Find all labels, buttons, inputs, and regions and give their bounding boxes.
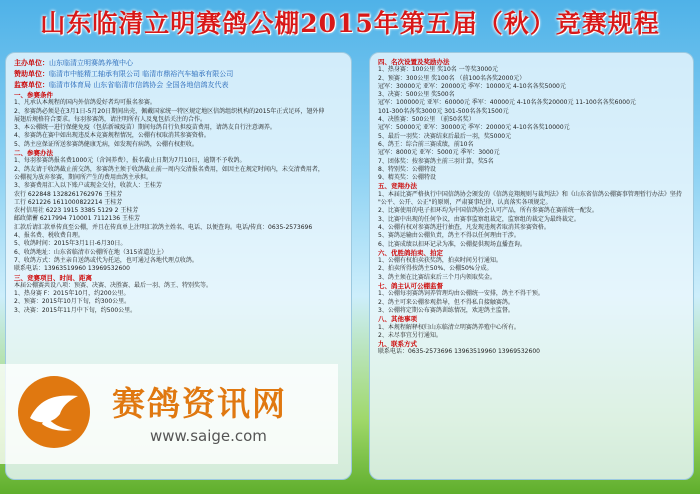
section-body bbox=[378, 257, 685, 282]
text-line: 2、未尽事宜另行通知。 bbox=[378, 331, 442, 339]
text-line: 3、比赛中出现的任何争议，由赛事监察组裁定，监察组的裁定为最终裁定。 bbox=[378, 215, 580, 223]
section-title: 二、参赛办法 bbox=[14, 149, 53, 158]
text-line: 6、鸽王：综合前三赛成绩，前10名 bbox=[378, 140, 474, 148]
text-line: "公平、公开、公正"的原则，严肃赛事纪律，认真落实各项规定。 bbox=[378, 199, 552, 207]
organizer-list bbox=[14, 58, 343, 91]
section-title: 四、名次设置及奖励办法 bbox=[378, 58, 450, 66]
text-line: 4、公棚有权对参赛鸽进行抽查，凡发现违规者取消其参赛资格。 bbox=[378, 223, 550, 231]
text-line: 1、每羽参赛鸽报名费1000元（含饲养费），报名截止日期为7月10日，逾期不予收鸽。 bbox=[14, 157, 246, 165]
watermark-url: www.saige.com bbox=[150, 427, 267, 445]
text-line: 5、最后一羽奖：决赛结束后最后一羽，奖5000元 bbox=[378, 132, 512, 140]
section-title: 六、优胜鸽拍卖、拍定 bbox=[378, 248, 443, 257]
text-line: 农行 622848 1328261762976 王桂芳 bbox=[14, 190, 123, 198]
text-line: 6、比赛成绩以扣环记录为准，公棚提供现场直播查询。 bbox=[378, 240, 526, 248]
page-title: 山东临清立明赛鸽公棚2015年第五届（秋）竞赛规程 bbox=[40, 9, 660, 38]
section-title: 一、参赛条件 bbox=[14, 91, 53, 99]
text-line: 101-300名各奖3000元 301-500名各奖1500元 bbox=[378, 107, 509, 115]
text-line: 3、决赛：2015年11月中下旬，约500公里。 bbox=[14, 306, 137, 314]
text-line: 7、收鸽方式：鸽主亲自送鸽或代为托运，也可通过各地代理点收鸽。 bbox=[14, 256, 198, 264]
text-line: 展翅后规格符合要求。每羽参赛鸽，请注明所有人及鬼包括关注的合作。 bbox=[14, 115, 207, 123]
text-line: 1、本规程解释权归山东临清立明赛鸽养殖中心所有。 bbox=[378, 323, 520, 331]
text-line: 4、参赛鸽在赛中如出现违反本竞赛规程情况，公棚有权取消其参赛资格。 bbox=[14, 132, 210, 140]
section-title: 九、联系方式 bbox=[378, 340, 417, 349]
text-line: 8、特别奖：公棚特设 bbox=[378, 165, 436, 173]
text-line: 本届公棚赛共设八项：预赛、决赛、决胜赛、最后一羽、鸽王、特别奖等。 bbox=[14, 281, 213, 289]
text-line: 5、收鸽时间：2015年3月1日-6月30日。 bbox=[14, 240, 127, 248]
site-watermark bbox=[0, 364, 338, 464]
text-line: 7、团体奖：按参赛鸽主前三羽计算，奖5名 bbox=[378, 157, 494, 165]
text-line: 3、决赛：500公里 奖500名 bbox=[378, 91, 455, 99]
section-title: 七、鸽主认可公棚监督 bbox=[378, 282, 443, 291]
right-panel bbox=[369, 52, 694, 480]
section-body bbox=[14, 282, 343, 315]
text-line: 6、收鸽地址：山东省临清市公棚所在地（315省道边上） bbox=[14, 248, 168, 256]
organizer-sponsor: 赞助单位：临清市中能精工轴承有限公司 临清市鼎裕汽车轴承有限公司 bbox=[14, 70, 234, 78]
section-title: 八、其他事项 bbox=[378, 315, 417, 324]
organizer-supervisor: 监察单位：临清市体育局 山东省临清市信鸽协会 全国各地信鸽友代表 bbox=[14, 81, 229, 89]
section-body bbox=[378, 191, 685, 249]
text-line: 1、公棚每羽赛鸽饲养管理均由公棚统一安排，鸽主不得干预。 bbox=[378, 290, 544, 298]
text-line: 9、精英奖：公棚特设 bbox=[378, 174, 436, 182]
pigeon-logo-icon bbox=[18, 376, 90, 448]
title-banner bbox=[0, 0, 700, 44]
section-body bbox=[14, 99, 343, 149]
text-line: 冠军：100000元 亚军：60000元 季军：40000元 4-10名各奖20000元 11-100名各奖6000元 bbox=[378, 99, 636, 107]
text-line: 邮政储蓄 6217994 710001 7112136 王桂芳 bbox=[14, 215, 140, 223]
section-title: 三、竞赛项目、时间、距离 bbox=[14, 273, 92, 282]
section-body bbox=[378, 290, 685, 315]
watermark-site-name: 赛鸽资讯网 bbox=[112, 384, 287, 423]
text-line: 3、公棚将定期公布赛鸽训练情况，欢迎鸽主监督。 bbox=[378, 306, 514, 314]
text-line: 2、鸽主可来公棚参观指导，但不得私自接触赛鸽。 bbox=[378, 298, 514, 306]
text-line: 冠军：50000元 亚军：30000元 季军：20000元 4-10名各奖10000元 bbox=[378, 124, 570, 132]
text-line: 冠军：30000元 亚军：20000元 季军：10000元 4-10名各奖5000元 bbox=[378, 82, 566, 90]
section-title: 五、竞翔办法 bbox=[378, 182, 417, 191]
text-line: 2、预赛：300公里 奖100名 （前100名各奖2000元） bbox=[378, 74, 526, 82]
text-line: 5、鸽主应保证所送参赛鸽健康无病，如发现有病鸽，公棚有权拒收。 bbox=[14, 140, 198, 148]
text-line: 5、赛鸽运输由公棚负责，鸽主不得以任何理由干涉。 bbox=[378, 232, 520, 240]
section-body bbox=[378, 324, 685, 341]
text-line: 3、鸽主须在比赛结束后三个月内领取奖金。 bbox=[378, 273, 496, 281]
text-line: 1、凡承认本规程的国内外信鸽爱好者均可报名参赛。 bbox=[14, 99, 156, 107]
text-line: 联系电话：13963519960 13969532600 bbox=[14, 265, 130, 273]
text-line: 3、参赛费用汇入以下账户或现金交付，收款人：王桂芳 bbox=[14, 182, 162, 190]
text-line: 1、本届比赛严格执行中国信鸽协会颁发的《信鸽竞翔规则与裁判法》和《山东省信鸽公棚赛事管理暂行办法》坚持 bbox=[378, 190, 682, 198]
contact-line: 联系电话：0635-2573696 13963519960 13969532600 bbox=[378, 348, 540, 356]
text-line: 2、鸽友请于收鸽截止前交鸽，参赛鸽主须于收鸽截止前一周内交清报名费用，如因主在规定时间内，未交清费用者， bbox=[14, 165, 324, 173]
text-line: 工行 621226 1611000822214 王桂芳 bbox=[14, 198, 123, 206]
text-line: 2、比赛使用的电子扣环均为中国信鸽协会认可产品，所有参赛鸽在赛前统一配发。 bbox=[378, 207, 598, 215]
text-line: 2、拍卖所得按鸽主50%、公棚50%分成。 bbox=[378, 265, 493, 273]
text-line: 4、决胜赛：500公里 （前50名奖） bbox=[378, 116, 475, 124]
text-line: 2、参赛鸽必须是在3月1日-5月20日期间出壳，佩戴国家统一特区规定地区信鸽组织机构的2015年正式足环，翅外伸 bbox=[14, 107, 325, 115]
text-line: 1、公棚有权拍卖获奖鸽，拍卖时间另行通知。 bbox=[378, 257, 502, 265]
text-line: 冠军：8000元 亚军：5000元 季军：3000元 bbox=[378, 149, 500, 157]
section-body bbox=[14, 157, 343, 273]
text-line: 1、热身赛：100公里 奖10名 一等奖3000元 bbox=[378, 66, 498, 74]
text-line: 3、本公棚统一进行保健免疫（包括新城疫苗）期间每鸽自行负担疫苗费用，请鸽友自行注意调养。 bbox=[14, 124, 276, 132]
section-body bbox=[378, 66, 685, 182]
text-line: 汇款后请汇款单传真至公棚，并且在传真单上注明汇款鸽主姓名、电话、以便查询。电话/传真：0635-2573696 bbox=[14, 223, 313, 231]
text-line: 1、热身赛 F：2015年10月，约200公里。 bbox=[14, 290, 130, 298]
text-line: 2、预赛：2015年10月下旬，约300公里。 bbox=[14, 298, 131, 306]
text-line: 农村信用社 6223 1915 3385 5129 2 王桂芳 bbox=[14, 207, 139, 215]
organizer-host: 主办单位：山东临清立明赛鸽养殖中心 bbox=[14, 59, 133, 67]
text-line: 公棚视为放弃参赛，期间所产生的费用由鸽主承担。 bbox=[14, 173, 153, 181]
text-line: 4、报名费、税收费自理。 bbox=[14, 232, 84, 240]
